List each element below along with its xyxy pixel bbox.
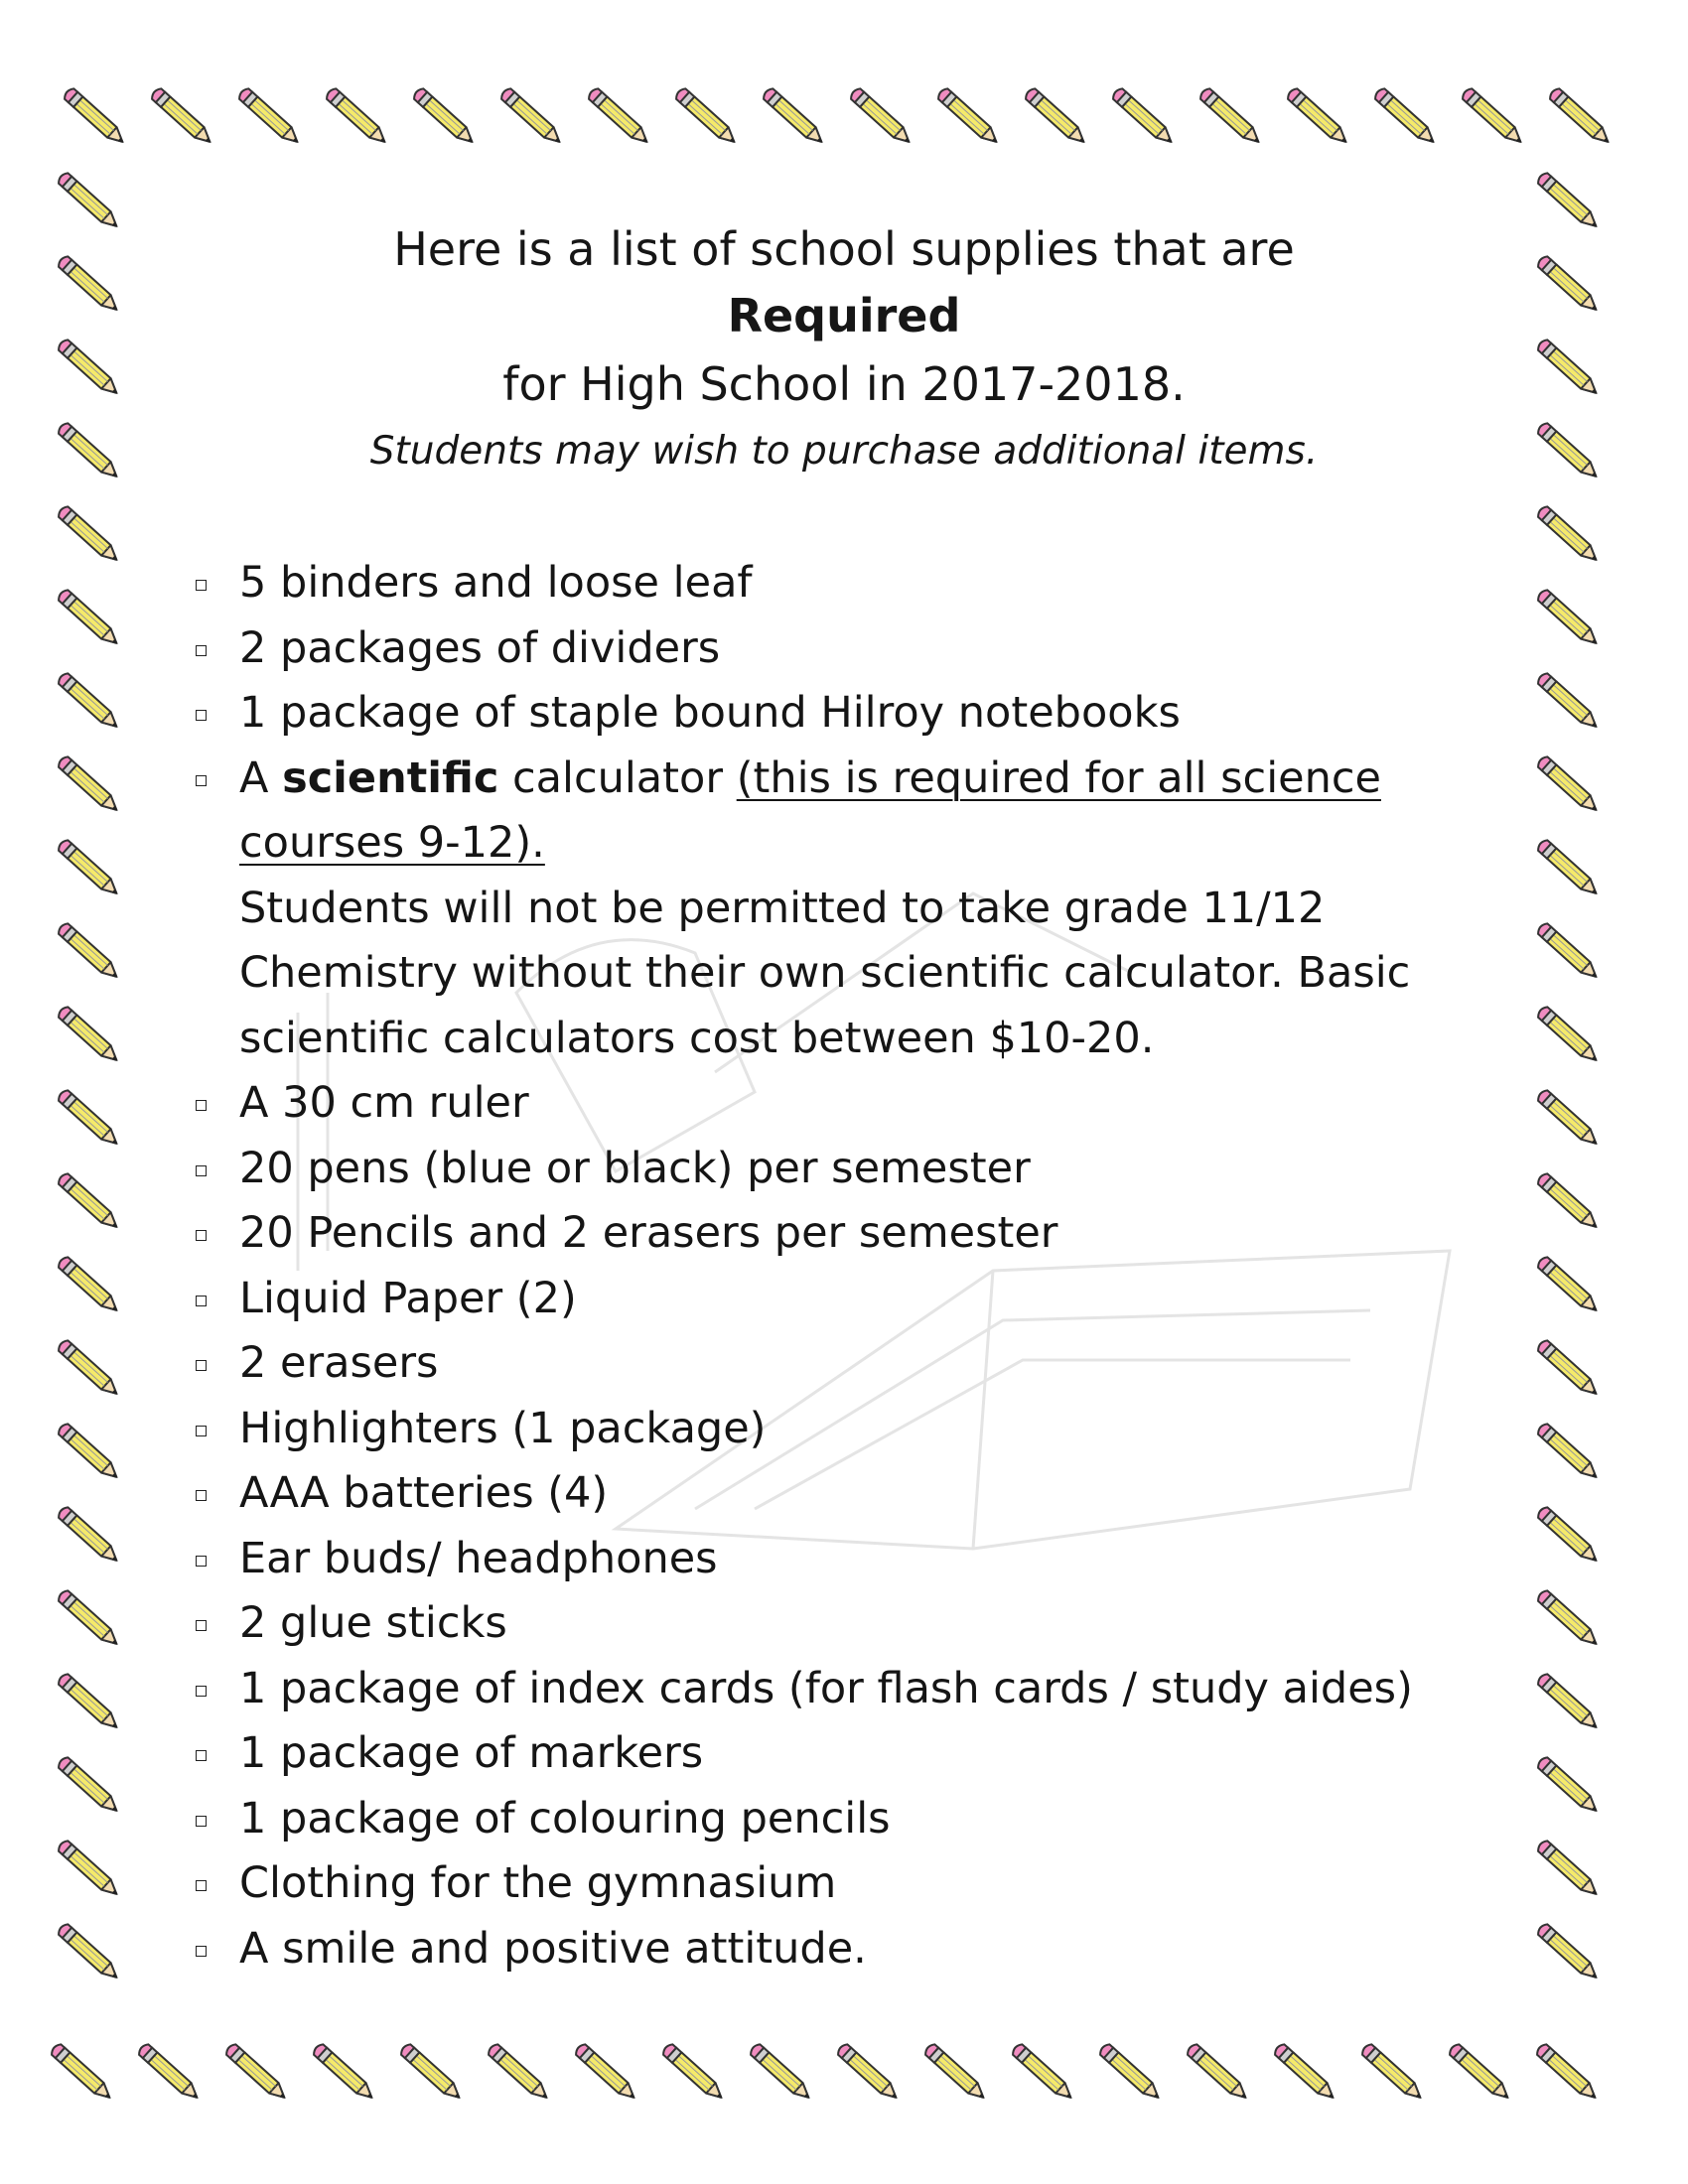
pencil-icon [1198, 86, 1265, 148]
pencil-icon [57, 1672, 123, 1733]
heading-required: Required [727, 289, 961, 342]
list-item-text: 1 package of markers [239, 1728, 704, 1778]
pencil-icon [312, 2042, 378, 2104]
checkbox-bullet-icon [196, 645, 207, 656]
checkbox-bullet-icon [196, 1296, 207, 1306]
pencil-icon [836, 2042, 903, 2104]
list-item-text: Ear buds/ headphones [239, 1533, 718, 1583]
list-item-text: 2 packages of dividers [239, 622, 721, 673]
list-item [184, 1331, 1494, 1397]
list-item-text: A smile and positive attitude. [239, 1923, 867, 1974]
pencil-icon [1536, 1005, 1603, 1066]
pencil-icon [57, 1588, 123, 1650]
calc-prefix: A [239, 752, 283, 803]
pencil-icon [1536, 921, 1603, 983]
calc-underline-1: (this is required for all science [736, 752, 1381, 803]
pencil-icon [749, 2042, 815, 2104]
pencil-icon [57, 421, 123, 482]
pencil-icon [1536, 1839, 1603, 1900]
pencil-icon [57, 1505, 123, 1567]
pencil-icon [487, 2042, 553, 2104]
list-item [184, 1461, 1494, 1527]
pencil-icon [1536, 338, 1603, 399]
pencil-icon [57, 254, 123, 316]
pencil-icon [137, 2042, 204, 2104]
pencil-icon [1536, 1755, 1603, 1817]
list-item-text: A 30 cm ruler [239, 1078, 529, 1128]
pencil-icon [57, 504, 123, 566]
pencil-icon [849, 86, 915, 148]
pencil-icon [1536, 1088, 1603, 1150]
list-item-text: 5 binders and loose leaf [239, 558, 753, 608]
pencil-icon [499, 86, 566, 148]
calc-note-1: Students will not be permitted to take grade 11/12 [239, 883, 1326, 933]
checkbox-bullet-icon [196, 775, 207, 786]
checkbox-bullet-icon [196, 1230, 207, 1241]
list-item-calculator [184, 747, 1494, 1072]
pencil-icon [1273, 2042, 1339, 2104]
pencil-icon [587, 86, 653, 148]
pencil-icon [1286, 86, 1352, 148]
pencil-icon [325, 86, 391, 148]
pencil-icon [1536, 171, 1603, 232]
pencil-icon [1536, 1338, 1603, 1400]
pencil-icon [1535, 2042, 1602, 2104]
checkbox-bullet-icon [196, 1686, 207, 1697]
supply-list [184, 551, 1494, 1981]
pencil-icon [1536, 1588, 1603, 1650]
checkbox-bullet-icon [196, 1880, 207, 1891]
checkbox-bullet-icon [196, 1816, 207, 1827]
pencil-icon [1536, 754, 1603, 816]
list-item [184, 1721, 1494, 1787]
pencil-icon [57, 338, 123, 399]
pencil-icon [574, 2042, 640, 2104]
list-item-text: 2 glue sticks [239, 1598, 507, 1648]
heading-line-3: for High School in 2017-2018. [502, 357, 1186, 411]
checkbox-bullet-icon [196, 1556, 207, 1567]
pencil-icon [50, 2042, 116, 2104]
pencil-icon [1024, 86, 1090, 148]
pencil-icon [1536, 1505, 1603, 1567]
pencil-icon [57, 1338, 123, 1400]
pencil-icon [224, 2042, 291, 2104]
list-item [184, 1787, 1494, 1852]
list-item-text: Highlighters (1 package) [239, 1403, 767, 1453]
list-item [184, 1851, 1494, 1917]
pencil-icon [57, 171, 123, 232]
pencil-icon [1373, 86, 1440, 148]
list-item [184, 616, 1494, 682]
list-item-text: 1 package of colouring pencils [239, 1793, 891, 1843]
pencil-icon [1536, 1255, 1603, 1316]
calc-note-2: Chemistry without their own scientific calculator. Basic [239, 948, 1411, 998]
calc-bold: scientific [282, 752, 499, 803]
pencil-icon [1536, 1672, 1603, 1733]
list-item [184, 681, 1494, 747]
pencil-icon [1011, 2042, 1077, 2104]
checkbox-bullet-icon [196, 1360, 207, 1371]
list-item-text: Clothing for the gymnasium [239, 1858, 837, 1908]
list-item-text: 1 package of staple bound Hilroy notebooks [239, 688, 1181, 738]
pencil-icon [1536, 1171, 1603, 1233]
checkbox-bullet-icon [196, 1620, 207, 1631]
pencil-icon [57, 1422, 123, 1483]
list-item [184, 1591, 1494, 1657]
checkbox-bullet-icon [196, 1165, 207, 1176]
checkbox-bullet-icon [196, 710, 207, 721]
pencil-icon [936, 86, 1003, 148]
pencil-icon [1536, 1422, 1603, 1483]
pencil-icon [412, 86, 479, 148]
pencil-icon [661, 2042, 728, 2104]
list-item-text: AAA batteries (4) [239, 1468, 609, 1518]
pencil-icon [57, 838, 123, 899]
checkbox-bullet-icon [196, 1946, 207, 1957]
pencil-icon [762, 86, 828, 148]
pencil-icon [1536, 421, 1603, 482]
list-item [184, 1657, 1494, 1722]
list-item [184, 1071, 1494, 1137]
pencil-icon [57, 1922, 123, 1983]
list-item-text: 20 pens (blue or black) per semester [239, 1143, 1031, 1193]
list-item-text: 1 package of index cards (for flash cards / study aides) [239, 1663, 1413, 1713]
pencil-icon [63, 86, 129, 148]
pencil-icon [1548, 86, 1615, 148]
list-item-text: 20 Pencils and 2 erasers per semester [239, 1208, 1058, 1258]
pencil-icon [1536, 504, 1603, 566]
list-item [184, 1397, 1494, 1462]
pencil-icon [57, 1839, 123, 1900]
list-item-text: Liquid Paper (2) [239, 1273, 577, 1323]
checkbox-bullet-icon [196, 1100, 207, 1111]
checkbox-bullet-icon [196, 1490, 207, 1501]
checkbox-bullet-icon [196, 1750, 207, 1761]
pencil-icon [1536, 838, 1603, 899]
pencil-icon [674, 86, 741, 148]
list-item [184, 1137, 1494, 1202]
pencil-icon [57, 671, 123, 733]
checkbox-bullet-icon [196, 1426, 207, 1436]
pencil-icon [1536, 671, 1603, 733]
pencil-icon [57, 1088, 123, 1150]
pencil-icon [923, 2042, 990, 2104]
pencil-icon [57, 1755, 123, 1817]
pencil-icon [399, 2042, 466, 2104]
list-item [184, 1527, 1494, 1592]
pencil-icon [57, 1005, 123, 1066]
pencil-icon [57, 1255, 123, 1316]
pencil-icon [150, 86, 216, 148]
pencil-icon [1098, 2042, 1165, 2104]
calc-note-3: scientific calculators cost between $10-20. [239, 1013, 1155, 1063]
calc-middle: calculator [498, 752, 737, 803]
pencil-icon [57, 1171, 123, 1233]
heading-line-1: Here is a list of school supplies that are [393, 222, 1295, 276]
pencil-icon [57, 754, 123, 816]
list-item-text: 2 erasers [239, 1338, 439, 1388]
pencil-icon [1536, 1922, 1603, 1983]
pencil-icon [1536, 588, 1603, 649]
list-item [184, 1267, 1494, 1332]
pencil-icon [1461, 86, 1527, 148]
pencil-icon [237, 86, 304, 148]
pencil-icon [1536, 254, 1603, 316]
checkbox-bullet-icon [196, 580, 207, 591]
pencil-icon [57, 588, 123, 649]
pencil-icon [1360, 2042, 1427, 2104]
heading-note: Students may wish to purchase additional items. [369, 429, 1319, 474]
calc-underline-2: courses 9-12). [239, 818, 545, 868]
list-item [184, 1201, 1494, 1267]
list-item [184, 1917, 1494, 1982]
pencil-icon [57, 921, 123, 983]
pencil-icon [1448, 2042, 1514, 2104]
list-item [184, 551, 1494, 616]
pencil-icon [1186, 2042, 1252, 2104]
pencil-icon [1111, 86, 1178, 148]
